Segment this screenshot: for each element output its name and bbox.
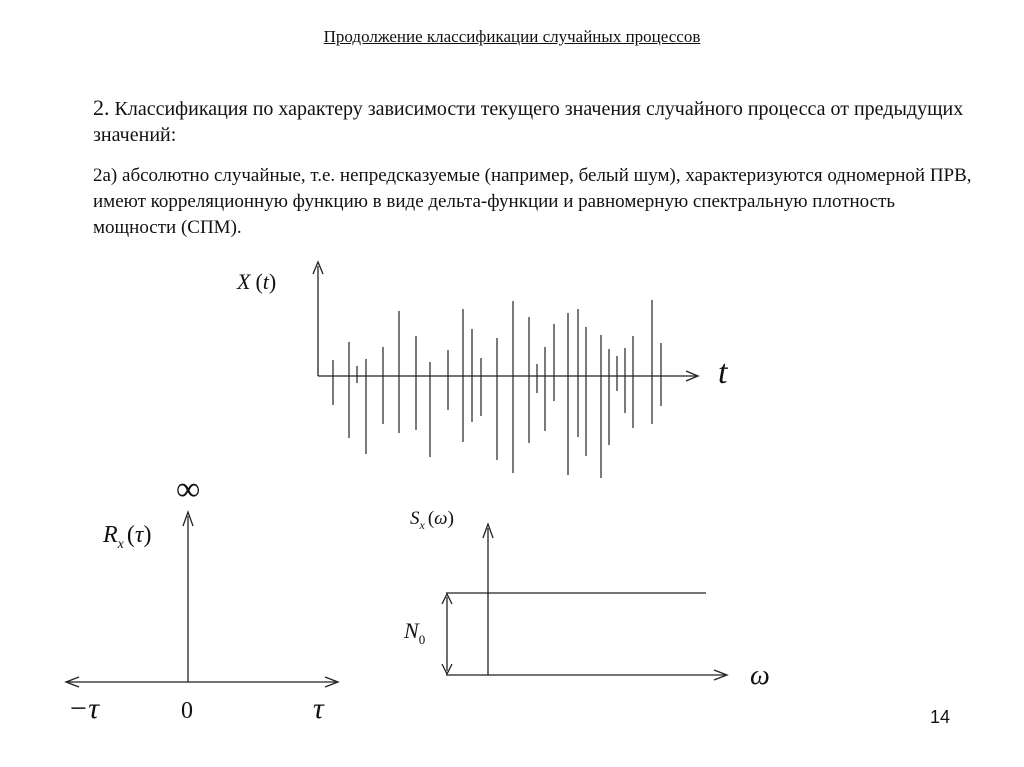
- noise-y-label: X (t): [237, 269, 277, 294]
- noise-plot: [236, 262, 729, 478]
- spectrum-plot: [403, 508, 770, 691]
- correlation-zero-label: 0: [181, 698, 193, 724]
- correlation-infinity: ∞: [176, 471, 201, 508]
- noise-spikes: [333, 300, 661, 478]
- page-number: 14: [930, 707, 951, 727]
- slide-title: Продолжение классификации случайных процессов: [323, 27, 701, 46]
- spectrum-y-label: $S_x$ (ω): [410, 508, 454, 532]
- paragraph-absolutely-random: 2а) абсолютно случайные, т.е. непредсказуемые (например, белый шум), характеризуются одномерной ПРВ, имеют корреляционную функцию в виде дельта-функции и равномерную спектральную плотность мощности (СПМ).: [93, 165, 972, 238]
- correlation-y-label: $R_x$ (τ): [103, 522, 152, 552]
- correlation-neg-tau-label: −τ: [68, 692, 99, 725]
- paragraph-number: 2.: [93, 95, 110, 120]
- correlation-plot: [66, 471, 338, 725]
- spectrum-level-label: $N_0$: [404, 618, 426, 647]
- correlation-tau-label: τ: [313, 692, 324, 725]
- paragraph-text: Классификация по характеру зависимости текущего значения случайного процесса от предыдущих значений:: [93, 98, 964, 146]
- noise-x-label: t: [718, 354, 728, 391]
- spectrum-x-label: ω: [750, 660, 770, 691]
